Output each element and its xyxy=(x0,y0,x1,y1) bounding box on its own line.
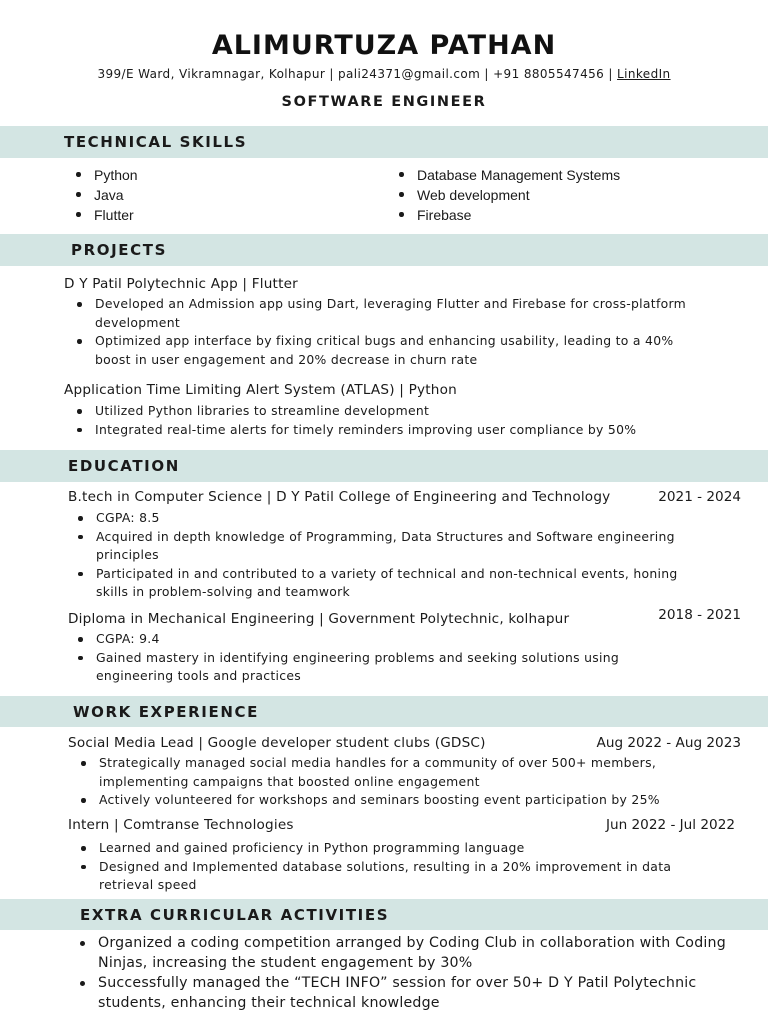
extra-bullets xyxy=(98,933,728,1013)
job-bullets xyxy=(99,754,679,810)
list-item: Utilized Python libraries to streamline development xyxy=(95,402,735,421)
section-title: WORK EXPERIENCE xyxy=(73,702,259,721)
project-heading: Application Time Limiting Alert System (ATLAS) | Python xyxy=(64,382,457,398)
skill-item: Java xyxy=(94,185,374,205)
job-heading: Social Media Lead | Google developer student clubs (GDSC) xyxy=(68,735,486,751)
contact-line xyxy=(0,67,768,81)
list-item: Developed an Admission app using Dart, leveraging Flutter and Firebase for cross-platform development xyxy=(95,295,700,332)
section-title: EXTRA CURRICULAR ACTIVITIES xyxy=(80,905,390,924)
list-item: Designed and Implemented database solutions, resulting in a 20% improvement in data retrieval speed xyxy=(99,858,679,895)
skills-list-left xyxy=(94,165,374,225)
list-item: Successfully managed the “TECH INFO” session for over 50+ D Y Patil Polytechnic students, enhancing their technical knowledge xyxy=(98,973,728,1013)
list-item: Acquired in depth knowledge of Programming, Data Structures and Software engineering principles xyxy=(96,528,686,565)
education-section-header xyxy=(0,450,768,482)
list-item: Actively volunteered for workshops and seminars boosting event participation by 25% xyxy=(99,791,679,810)
project-heading: D Y Patil Polytechnic App | Flutter xyxy=(64,276,298,292)
job-title: SOFTWARE ENGINEER xyxy=(281,94,487,110)
candidate-name: ALIMURTUZA PATHAN xyxy=(211,30,557,61)
skills-section-header xyxy=(0,126,768,158)
education-bullets xyxy=(96,630,656,686)
skill-item: Python xyxy=(94,165,374,185)
list-item: Strategically managed social media handles for a community of over 500+ members, implementing campaigns that boosted online engagement xyxy=(99,754,679,791)
list-item: Participated in and contributed to a variety of technical and non-technical events, honing skills in problem-solving and teamwork xyxy=(96,565,686,602)
section-title: PROJECTS xyxy=(71,241,167,259)
education-dates: 2021 - 2024 xyxy=(658,489,741,505)
job-heading: Intern | Comtranse Technologies xyxy=(68,817,294,833)
list-item: Optimized app interface by fixing critical bugs and enhancing usability, leading to a 40% boost in user engagement and 20% decrease in churn rate xyxy=(95,332,700,369)
list-item: Learned and gained proficiency in Python programming language xyxy=(99,839,679,858)
projects-section-header xyxy=(0,234,768,266)
skill-item: Web development xyxy=(417,185,737,205)
list-item: Gained mastery in identifying engineering problems and seeking solutions using engineering tools and practices xyxy=(96,649,656,686)
education-dates: 2018 - 2021 xyxy=(658,607,741,623)
skill-item: Database Management Systems xyxy=(417,165,737,185)
project-bullets xyxy=(95,402,735,439)
extra-section-header xyxy=(0,899,768,930)
list-item: Integrated real-time alerts for timely reminders improving user compliance by 50% xyxy=(95,421,735,440)
contact-details: 399/E Ward, Vikramnagar, Kolhapur | pali24371@gmail.com | +91 8805547456 | xyxy=(97,67,618,81)
job-dates: Jun 2022 - Jul 2022 xyxy=(605,817,735,833)
skill-item: Firebase xyxy=(417,205,737,225)
work-section-header xyxy=(0,696,768,727)
education-heading: Diploma in Mechanical Engineering | Government Polytechnic, kolhapur xyxy=(68,611,570,627)
education-bullets xyxy=(96,509,686,602)
list-item: CGPA: 9.4 xyxy=(96,630,656,649)
list-item: CGPA: 8.5 xyxy=(96,509,686,528)
section-title: EDUCATION xyxy=(68,457,180,475)
job-bullets xyxy=(99,839,679,895)
linkedin-link[interactable]: LinkedIn xyxy=(617,67,671,81)
project-bullets xyxy=(95,295,700,369)
education-heading: B.tech in Computer Science | D Y Patil College of Engineering and Technology xyxy=(68,489,611,505)
section-title: TECHNICAL SKILLS xyxy=(64,133,248,151)
list-item: Organized a coding competition arranged by Coding Club in collaboration with Coding Ninjas, increasing the student engagement by 30% xyxy=(98,933,728,973)
job-dates: Aug 2022 - Aug 2023 xyxy=(596,735,741,751)
skill-item: Flutter xyxy=(94,205,374,225)
skills-list-right xyxy=(417,165,737,225)
